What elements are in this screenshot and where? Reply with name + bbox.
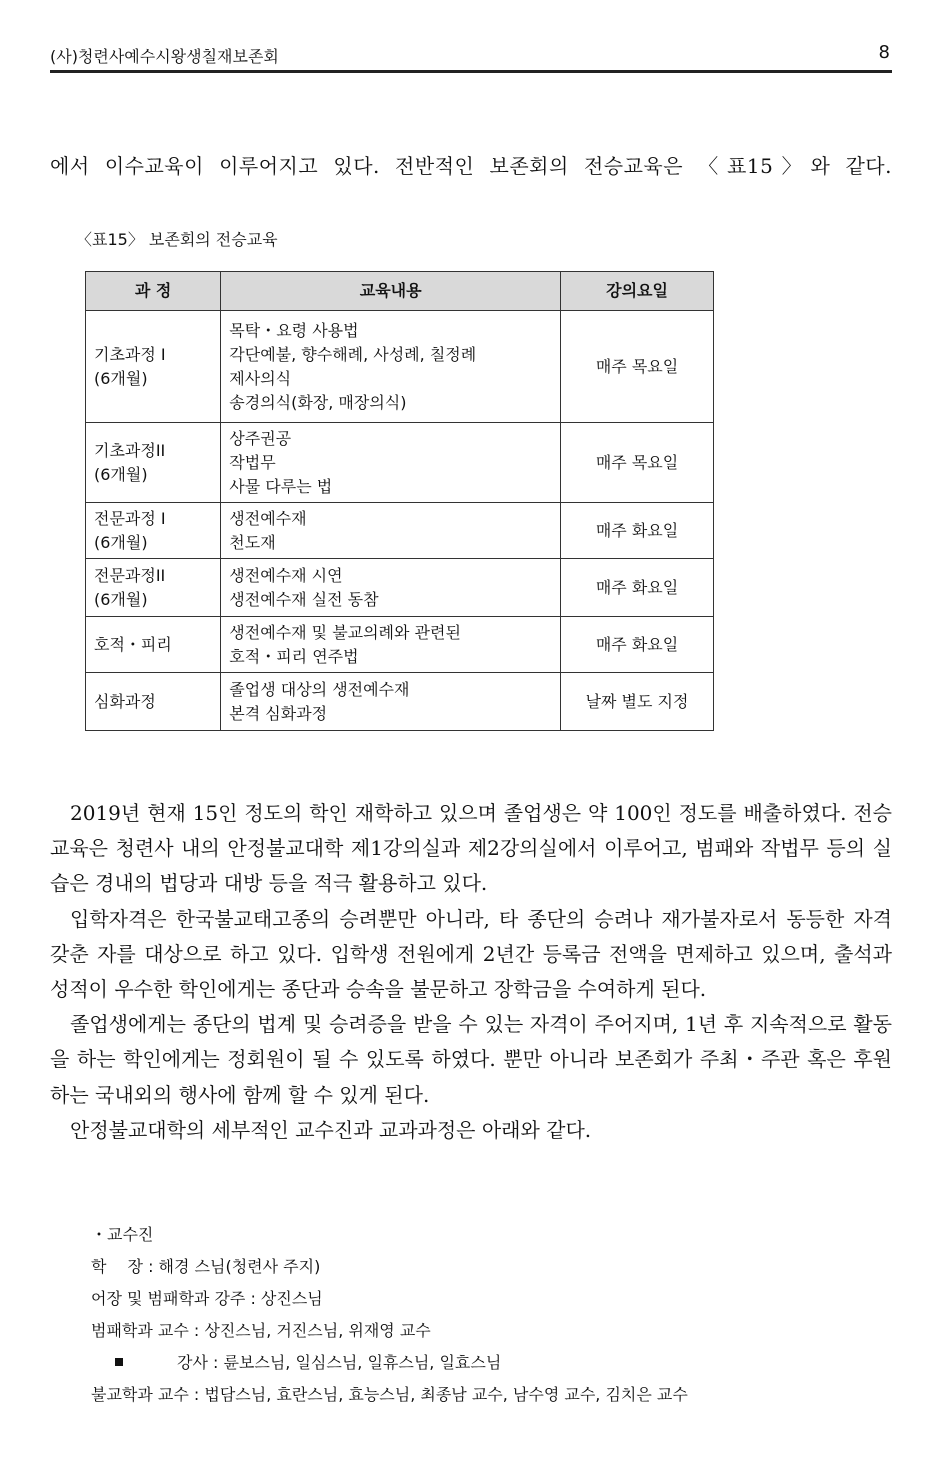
day-cell: 날짜 별도 지정 — [561, 673, 714, 731]
faculty-list — [91, 1219, 688, 1411]
day-cell: 매주 화요일 — [561, 503, 714, 559]
course-cell — [86, 423, 221, 503]
content-cell-line: 호적・피리 연주법 — [229, 646, 359, 666]
table-row — [86, 503, 714, 559]
table-row — [86, 311, 714, 423]
day-cell: 매주 목요일 — [561, 423, 714, 503]
content-cell-line: 목탁・요령 사용법 — [229, 320, 359, 340]
content-cell-line: 상주권공 — [229, 428, 292, 448]
content-cell-line: 본격 심화과정 — [229, 703, 328, 723]
faculty-line: 학 장 : 해경 스님(청련사 주지) — [91, 1257, 321, 1276]
page-header — [50, 40, 892, 73]
square-bullet-icon — [115, 1358, 123, 1366]
content-cell-line: 사물 다루는 법 — [229, 476, 333, 496]
paragraph-2: 입학자격은 한국불교태고종의 승려뿐만 아니라, 타 종단의 승려나 재가불자로서 동등한 자격 갖춘 자를 대상으로 하고 있다. 입학생 전원에게 2년간 등록금 전액을 면제하고 있으며, 출석과 성적이 우수한 학인에게는 종단과 승속을 불문하고 장학금을 수여하게 된다. — [50, 906, 892, 1002]
table-row — [86, 423, 714, 503]
paragraph-4: 안정불교대학의 세부적인 교수진과 교과과정은 아래와 같다. — [70, 1117, 592, 1142]
content-cell-line: 각단예불, 향수해례, 사성례, 칠정례 — [229, 344, 477, 364]
content-cell-line: 생전예수재 — [229, 508, 307, 528]
course-cell-line: 호적・피리 — [94, 634, 172, 654]
faculty-line: 불교학과 교수 : 법담스님, 효란스님, 효능스님, 최종남 교수, 남수영 교수, 김치은 교수 — [91, 1385, 688, 1404]
content-cell-line: 생전예수재 실전 동참 — [229, 589, 379, 609]
course-cell — [86, 311, 221, 423]
paragraph-1: 2019년 현재 15인 정도의 학인 재학하고 있으며 졸업생은 약 100인 정도를 배출하였다. 전승교육은 청련사 내의 안정불교대학 제1강의실과 제2강의실에서 이루어고, 범패와 작법무 등의 실습은 경내의 법당과 대방 등을 적극 활용하고 있다. — [50, 801, 892, 896]
course-cell-line: 기초과정 I — [94, 344, 166, 364]
table-caption: 〈표15〉 보존회의 전승교육 — [76, 230, 278, 249]
table-row — [86, 617, 714, 673]
content-cell — [221, 559, 561, 617]
table-header-row — [86, 272, 714, 311]
course-cell-line: 심화과정 — [94, 691, 156, 711]
course-cell-line: 기초과정II — [94, 440, 166, 460]
course-cell — [86, 559, 221, 617]
table-row — [86, 559, 714, 617]
content-cell-line: 생전예수재 및 불교의례와 관련된 — [229, 622, 461, 642]
content-cell — [221, 503, 561, 559]
header-day: 강의요일 — [561, 272, 714, 311]
content-cell-line: 생전예수재 시연 — [229, 565, 343, 585]
day-cell: 매주 목요일 — [561, 311, 714, 423]
header-course: 과 정 — [86, 272, 221, 311]
content-cell — [221, 673, 561, 731]
lecturer-text: 강사 : 륜보스님, 일심스님, 일휴스님, 일효스님 — [177, 1353, 502, 1372]
content-cell — [221, 617, 561, 673]
faculty-title: ・교수진 — [91, 1225, 154, 1244]
day-cell: 매주 화요일 — [561, 559, 714, 617]
header-org-name: (사)청련사예수시왕생칠재보존회 — [50, 47, 279, 66]
content-cell — [221, 423, 561, 503]
day-cell: 매주 화요일 — [561, 617, 714, 673]
faculty-lecturer-line — [91, 1347, 688, 1379]
content-cell-line: 송경의식(화장, 매장의식) — [229, 392, 407, 412]
content-cell-line: 제사의식 — [229, 368, 292, 388]
faculty-line: 범패학과 교수 : 상진스님, 거진스님, 위재영 교수 — [91, 1321, 431, 1340]
intro-sentence: 에서 이수교육이 이루어지고 있다. 전반적인 보존회의 전승교육은 〈표15〉와 같다. — [50, 154, 892, 178]
header-content: 교육내용 — [221, 272, 561, 311]
course-cell — [86, 617, 221, 673]
content-cell — [221, 311, 561, 423]
course-cell-line: (6개월) — [94, 464, 148, 484]
faculty-line: 어장 및 범패학과 강주 : 상진스님 — [91, 1289, 323, 1308]
course-cell-line: 전문과정II — [94, 565, 166, 585]
course-cell — [86, 503, 221, 559]
course-cell-line: 전문과정 I — [94, 508, 166, 528]
curriculum-table — [85, 271, 714, 731]
course-cell-line: (6개월) — [94, 532, 148, 552]
page-number: 8 — [878, 42, 890, 63]
course-cell — [86, 673, 221, 731]
course-cell-line: (6개월) — [94, 589, 148, 609]
table-row — [86, 673, 714, 731]
body-text — [50, 796, 892, 1148]
course-cell-line: (6개월) — [94, 368, 148, 388]
content-cell-line: 작법무 — [229, 452, 276, 472]
content-cell-line: 천도재 — [229, 532, 276, 552]
content-cell-line: 졸업생 대상의 생전예수재 — [229, 679, 410, 699]
paragraph-3: 졸업생에게는 종단의 법계 및 승려증을 받을 수 있는 자격이 주어지며, 1년 후 지속적으로 활동을 하는 학인에게는 정회원이 될 수 있도록 하였다. 뿐만 아니라 보존회가 주최・주관 혹은 후원하는 국내외의 행사에 함께 할 수 있게 된다. — [50, 1012, 892, 1107]
